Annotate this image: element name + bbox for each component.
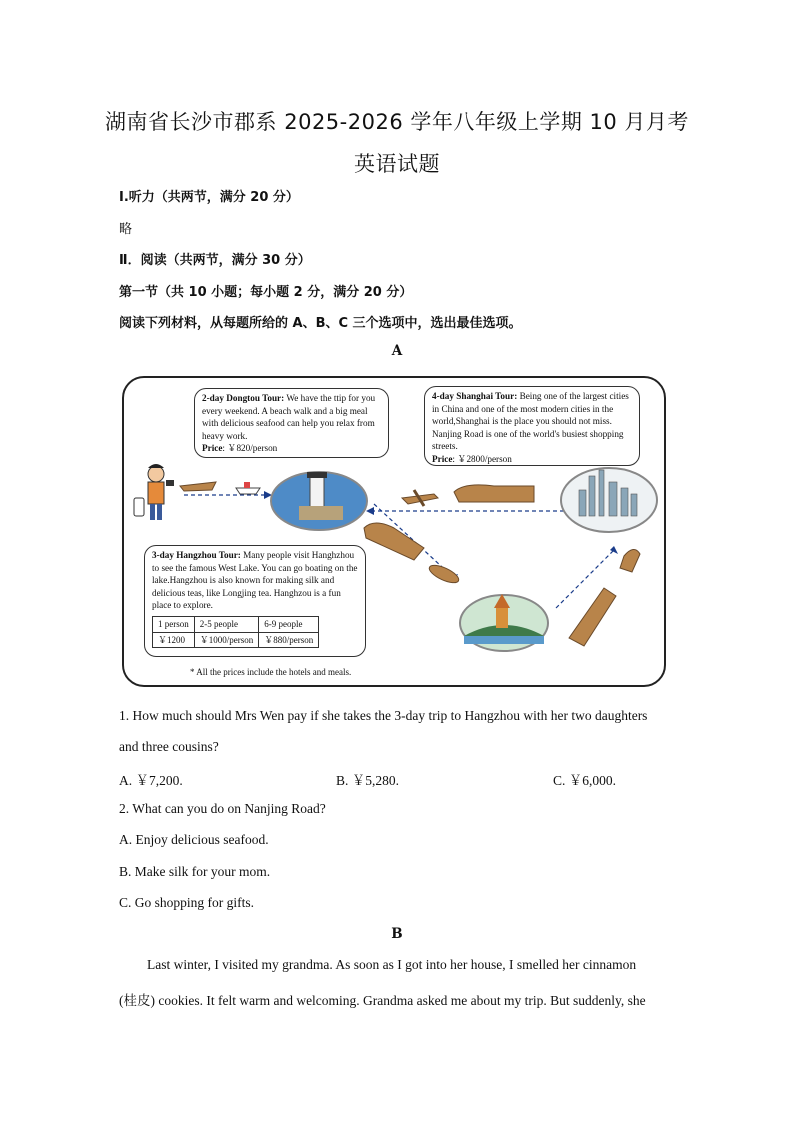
table-value-cell: ￥1200: [153, 632, 195, 648]
shanghai-price-label: Price: [432, 453, 453, 464]
passage-a-label: A: [391, 343, 403, 359]
tour-figure: [122, 376, 666, 687]
dongtou-bubble: [194, 388, 389, 458]
question-1-cont: and three cousins?: [119, 739, 219, 754]
table-header-cell: 1 person: [153, 616, 195, 632]
table-header-cell: 2-5 people: [194, 616, 259, 632]
price-note: * All the prices include the hotels and meals.: [190, 667, 352, 677]
traveler-icon: [134, 464, 174, 520]
dongtou-name: 2-day Dongtou Tour:: [202, 393, 285, 403]
section-listening-note: 略: [119, 222, 133, 237]
dongtou-price-label: Price: [202, 443, 223, 454]
q1-option-b: B. ￥5,280.: [336, 773, 400, 788]
shanghai-price: : ￥2800/person: [452, 453, 512, 464]
page-title: 湖南省长沙市郡系 2025-2026 学年八年级上学期 10 月月考: [105, 110, 689, 134]
dongtou-text: We have the ttip for you every weekend. A beach walk and a big meal with delicious seafood can help you relax from heavy work.: [202, 393, 376, 441]
shanghai-text: Being one of the largest cities in China and one of the most modern cities in the world,Shanghai is the place you should not miss. Nanjing Road is one of the world's busiest shopping streets.: [432, 391, 629, 452]
shanghai-name: 4-day Shanghai Tour:: [432, 391, 518, 401]
page-subtitle: 英语试题: [354, 152, 440, 176]
instruction: 阅读下列材料，从每题所给的 A、B、C 三个选项中，选出最佳选项。: [119, 316, 522, 331]
q1-option-a: A. ￥7,200.: [119, 773, 183, 788]
part-one-heading: 第一节（共 10 小题；每小题 2 分，满分 20 分）: [119, 285, 413, 300]
question-1: 1. How much should Mrs Wen pay if she takes the 3-day trip to Hangzhou with her two daughters: [119, 708, 648, 723]
table-value-cell: ￥880/person: [259, 632, 319, 648]
q2-option-a: A. Enjoy delicious seafood.: [119, 832, 269, 847]
passage-b-line-1: Last winter, I visited my grandma. As soon as I got into her house, I smelled her cinnamon: [147, 957, 637, 972]
hangzhou-name: 3-day Hangzhou Tour:: [152, 550, 241, 560]
question-2: 2. What can you do on Nanjing Road?: [119, 801, 326, 816]
passage-b-label: B: [391, 926, 403, 942]
hangzhou-price-table: [152, 616, 319, 648]
section-reading: Ⅱ．阅读（共两节，满分 30 分）: [119, 253, 311, 268]
shanghai-bubble: [424, 386, 640, 466]
q2-option-c: C. Go shopping for gifts.: [119, 895, 254, 910]
dongtou-price: : ￥820/person: [222, 443, 278, 454]
table-header-cell: 6-9 people: [259, 616, 319, 632]
q1-option-c: C. ￥6,000.: [553, 773, 617, 788]
hangzhou-bubble: [144, 545, 366, 657]
section-listening: Ⅰ.听力（共两节，满分 20 分）: [119, 190, 299, 205]
passage-b-line-2: (桂皮) cookies. It felt warm and welcoming. Grandma asked me about my trip. But suddenly, she: [119, 993, 646, 1008]
q2-option-b: B. Make silk for your mom.: [119, 864, 271, 879]
table-value-cell: ￥1000/person: [194, 632, 259, 648]
hangzhou-text: Many people visit Hanghzhou to see the famous West Lake. You can go boating on the lake.Hangzhou is also known for making silk and delicious teas, like Longjing tea. Hanghzou is a fun place to explore.: [152, 550, 358, 611]
